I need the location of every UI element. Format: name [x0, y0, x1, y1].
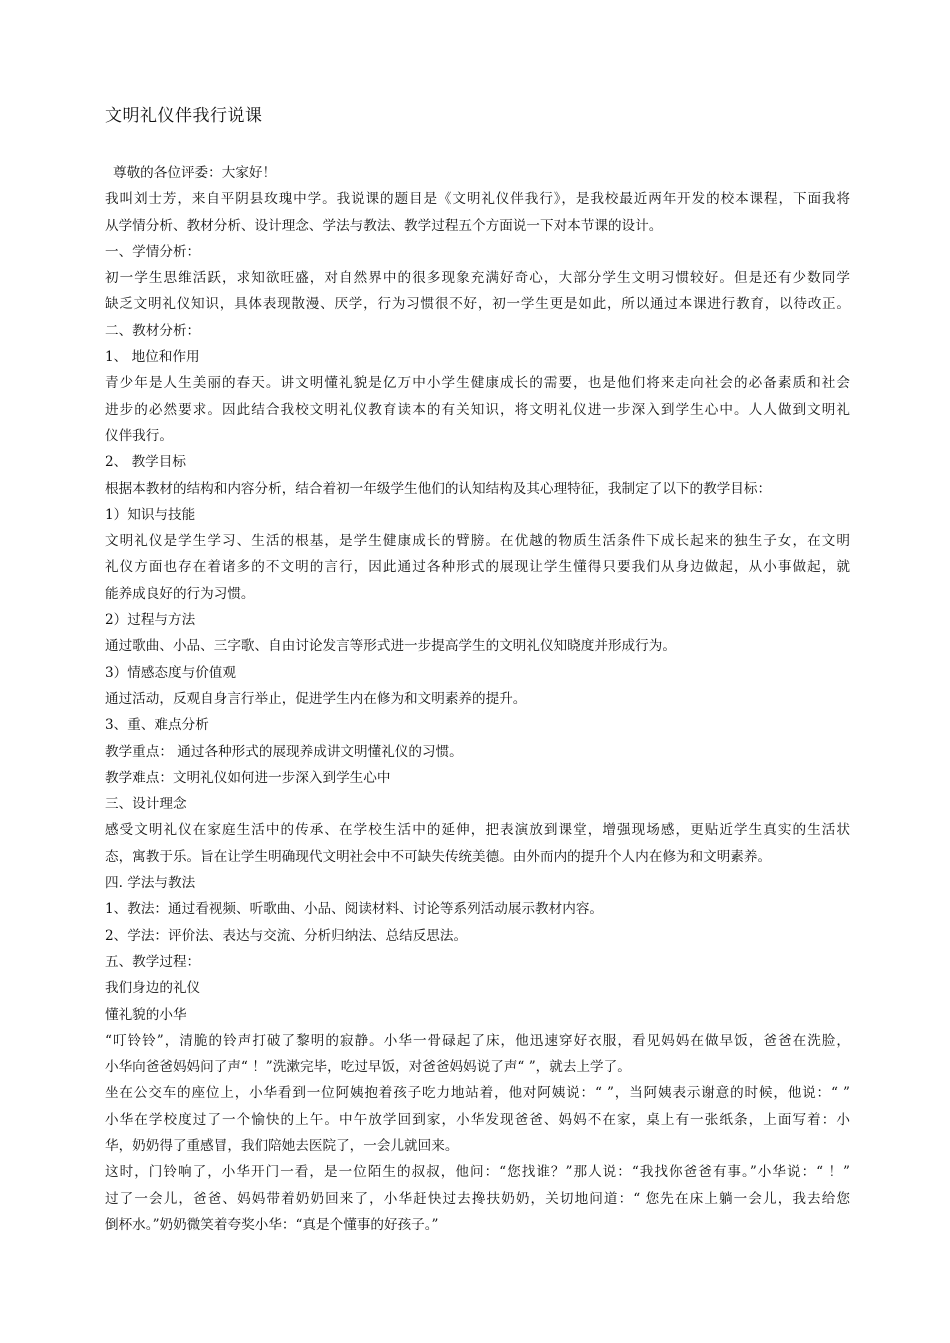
- text-line: 一、学情分析：: [105, 243, 201, 260]
- text-line: 缺乏文明礼仪知识，具体表现散漫、厌学，行为习惯很不好，初一学生更是如此，所以通过本课进行教育，以待改正。: [105, 296, 850, 313]
- text-line: “叮铃铃”，清脆的铃声打破了黎明的寂静。小华一骨碌起了床，他迅速穿好衣服，看见妈妈在做早饭，爸爸在洗脸，: [105, 1032, 850, 1049]
- text-line: 初一学生思维活跃，求知欲旺盛，对自然界中的很多现象充满好奇心，大部分学生文明习惯较好。但是还有少数同学: [105, 270, 850, 287]
- text-line: 倒杯水。”奶奶微笑着夸奖小华：“真是个懂事的好孩子。”: [105, 1216, 439, 1233]
- text-line: 懂礼貌的小华: [105, 1006, 187, 1023]
- text-line: 态，寓教于乐。旨在让学生明确现代文明社会中不可缺失传统美德。由外而内的提升个人内在修为和文明素养。: [105, 848, 772, 865]
- text-line: 这时，门铃响了，小华开门一看，是一位陌生的叔叔，他问：“您找谁？”那人说：“我找你爸爸有事。”小华说：“ ！”: [105, 1164, 850, 1181]
- text-line: 1、教法：通过看视频、听歌曲、小品、阅读材料、讨论等系列活动展示教材内容。: [105, 901, 604, 918]
- text-line: 尊敬的各位评委：大家好！: [113, 165, 277, 181]
- text-line: 华，奶奶得了重感冒，我们陪她去医院了，一会儿就回来。: [105, 1137, 459, 1154]
- text-line: 三、设计理念: [105, 796, 187, 813]
- text-line: 3、重、难点分析: [105, 717, 209, 734]
- text-line: 3）情感态度与价值观: [105, 664, 236, 681]
- text-line: 教学重点： 通过各种形式的展现养成讲文明懂礼仪的习惯。: [105, 743, 463, 760]
- text-line: 我们身边的礼仪: [105, 980, 201, 997]
- text-line: 感受文明礼仪在家庭生活中的传承、在学校生活中的延伸，把表演放到课堂，增强现场感，更贴近学生真实的生活状: [105, 822, 850, 839]
- text-line: 1）知识与技能: [105, 506, 196, 523]
- text-line: 根据本教材的结构和内容分析，结合着初一年级学生他们的认知结构及其心理特征，我制定了以下的教学目标：: [105, 480, 772, 497]
- text-line: 我叫刘士芳，来自平阴县玫瑰中学。我说课的题目是《文明礼仪伴我行》，是我校最近两年开发的校本课程，下面我将: [105, 191, 850, 208]
- text-line: 青少年是人生美丽的春天。讲文明懂礼貌是亿万中小学生健康成长的需要，也是他们将来走向社会的必备素质和社会: [105, 375, 850, 392]
- text-line: 小华在学校度过了一个愉快的上午。中午放学回到家，小华发现爸爸、妈妈不在家，桌上有一张纸条，上面写着：小: [105, 1111, 850, 1128]
- text-line: 五、教学过程：: [105, 953, 201, 970]
- text-line: 礼仪方面也存在着诸多的不文明的言行，因此通过各种形式的展现让学生懂得只要我们从身边做起，从小事做起，就: [105, 559, 850, 576]
- document-body: [105, 160, 850, 1238]
- text-line: 进步的必然要求。因此结合我校文明礼仪教育读本的有关知识，将文明礼仪进一步深入到学生心中。人人做到文明礼: [105, 401, 850, 418]
- text-line: 通过歌曲、小品、三字歌、自由讨论发言等形式进一步提高学生的文明礼仪知晓度并形成行为。: [105, 638, 676, 655]
- text-line: 2、学法：评价法、表达与交流、分析归纳法、总结反思法。: [105, 927, 468, 944]
- text-line: 通过活动，反观自身言行举止，促进学生内在修为和文明素养的提升。: [105, 690, 527, 707]
- text-line: 2、 教学目标: [105, 454, 186, 471]
- text-line: 过了一会儿，爸爸、妈妈带着奶奶回来了，小华赶快过去搀扶奶奶，关切地问道：“ 您先在床上躺一会儿，我去给您: [105, 1190, 850, 1207]
- text-line: 文明礼仪是学生学习、生活的根基，是学生健康成长的臂膀。在优越的物质生活条件下成长起来的独生子女，在文明: [105, 533, 850, 550]
- text-line: 仪伴我行。: [105, 427, 173, 444]
- text-line: 坐在公交车的座位上，小华看到一位阿姨抱着孩子吃力地站着，他对阿姨说：“ ”，当阿姨表示谢意的时候，他说：“ ”: [105, 1085, 850, 1102]
- text-line: 教学难点：文明礼仪如何进一步深入到学生心中: [105, 769, 391, 786]
- text-line: 1、 地位和作用: [105, 349, 200, 366]
- text-line: 小华向爸爸妈妈问了声“ ！”洗漱完毕，吃过早饭，对爸爸妈妈说了声“ ”，就去上学了。: [105, 1059, 631, 1076]
- text-line: 四. 学法与教法: [105, 875, 196, 892]
- document-title: 文明礼仪伴我行说课: [105, 106, 263, 126]
- text-line: 从学情分析、教材分析、设计理念、学法与教法、教学过程五个方面说一下对本节课的设计。: [105, 217, 663, 234]
- text-line: 能养成良好的行为习惯。: [105, 585, 255, 602]
- text-line: 2）过程与方法: [105, 612, 196, 629]
- text-line: 二、教材分析：: [105, 322, 201, 339]
